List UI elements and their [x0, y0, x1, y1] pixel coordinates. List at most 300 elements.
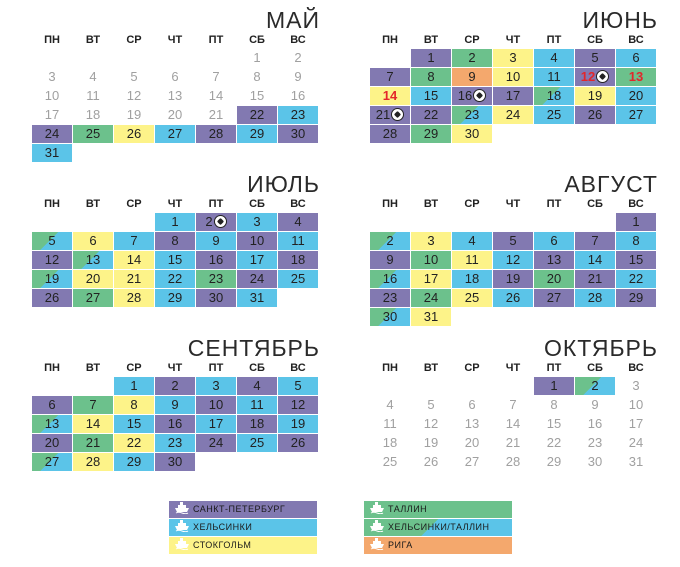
day-cell — [32, 270, 72, 288]
day-number: 10 — [208, 397, 224, 412]
month-block — [370, 336, 658, 496]
day-number: 27 — [85, 290, 101, 305]
empty-cell — [73, 377, 113, 395]
day-number: 21 — [208, 107, 224, 122]
day-number: 18 — [546, 88, 562, 103]
day-number: 27 — [464, 454, 480, 469]
day-cell — [114, 270, 154, 288]
day-number: 23 — [587, 435, 603, 450]
day-cell — [616, 106, 656, 124]
football-icon — [473, 89, 486, 102]
weekday-label: СР — [464, 362, 480, 374]
day-cell — [616, 49, 656, 67]
day-cell — [155, 453, 195, 471]
day-cell — [278, 49, 318, 67]
day-cell — [370, 68, 410, 86]
day-cell — [32, 415, 72, 433]
day-cell — [73, 396, 113, 414]
day-cell — [114, 289, 154, 307]
day-cell — [575, 87, 615, 105]
weekday-label: ПТ — [208, 34, 224, 46]
day-cell — [73, 270, 113, 288]
day-number: 14 — [505, 416, 521, 431]
legend-item — [169, 519, 317, 536]
day-number: 12 — [290, 397, 306, 412]
empty-cell — [114, 213, 154, 231]
day-number: 4 — [550, 50, 558, 65]
day-cell — [493, 251, 533, 269]
day-number: 19 — [126, 107, 142, 122]
weekday-label: ПН — [382, 198, 398, 210]
day-cell — [196, 415, 236, 433]
day-number: 1 — [427, 50, 435, 65]
day-cell — [32, 396, 72, 414]
weekday-label: СБ — [249, 34, 265, 46]
day-number: 28 — [85, 454, 101, 469]
day-cell — [155, 270, 195, 288]
day-number: 20 — [44, 435, 60, 450]
day-cell — [411, 289, 451, 307]
day-cell — [493, 270, 533, 288]
day-cell — [32, 289, 72, 307]
weekday-label: ВС — [290, 34, 306, 46]
day-number: 28 — [208, 126, 224, 141]
day-number: 12 — [580, 69, 596, 84]
day-number: 22 — [126, 435, 142, 450]
month-title: МАЙ — [265, 7, 320, 33]
day-number: 19 — [505, 271, 521, 286]
legend-label: ХЕЛЬСИНКИ/ТАЛЛИН — [388, 522, 490, 532]
legend-item — [364, 501, 512, 518]
day-number: 4 — [89, 69, 97, 84]
day-cell — [114, 377, 154, 395]
day-cell — [452, 270, 492, 288]
day-cell — [114, 453, 154, 471]
day-number: 27 — [44, 454, 60, 469]
day-cell — [616, 289, 656, 307]
day-number: 24 — [505, 107, 521, 122]
day-number: 17 — [249, 252, 265, 267]
day-number: 16 — [382, 271, 398, 286]
weekday-label: СР — [464, 198, 480, 210]
football-icon — [214, 215, 227, 228]
day-number: 31 — [249, 290, 265, 305]
day-number: 28 — [126, 290, 142, 305]
day-number: 10 — [44, 88, 60, 103]
day-number: 12 — [423, 416, 439, 431]
weekday-label: ЧТ — [505, 34, 521, 46]
day-number: 26 — [587, 107, 603, 122]
day-cell — [411, 453, 451, 471]
day-number: 30 — [382, 309, 398, 324]
day-number: 16 — [457, 88, 473, 103]
day-number: 18 — [382, 435, 398, 450]
day-cell — [237, 434, 277, 452]
day-number: 6 — [89, 233, 97, 248]
day-number: 9 — [294, 69, 302, 84]
weekday-label: ВС — [290, 362, 306, 374]
day-cell — [237, 87, 277, 105]
day-cell — [493, 232, 533, 250]
day-cell — [32, 251, 72, 269]
day-cell — [452, 434, 492, 452]
day-cell — [237, 289, 277, 307]
day-number: 5 — [591, 50, 599, 65]
day-number: 17 — [208, 416, 224, 431]
weekday-label: ВС — [628, 34, 644, 46]
day-number: 2 — [386, 233, 394, 248]
day-number: 29 — [126, 454, 142, 469]
day-number: 13 — [628, 69, 644, 84]
day-number: 23 — [167, 435, 183, 450]
day-cell — [73, 415, 113, 433]
ship-icon — [175, 520, 189, 532]
day-number: 14 — [208, 88, 224, 103]
month-grid — [32, 360, 318, 471]
day-number: 24 — [249, 271, 265, 286]
empty-cell — [493, 377, 533, 395]
day-cell — [452, 396, 492, 414]
day-number: 8 — [253, 69, 261, 84]
empty-cell — [370, 213, 410, 231]
weekday-label: ВТ — [85, 34, 101, 46]
day-number: 26 — [290, 435, 306, 450]
day-number: 22 — [628, 271, 644, 286]
day-number: 19 — [290, 416, 306, 431]
day-number: 20 — [167, 107, 183, 122]
day-cell — [411, 434, 451, 452]
weekday-label: ЧТ — [505, 198, 521, 210]
day-number: 18 — [249, 416, 265, 431]
month-block — [32, 336, 320, 496]
day-cell — [237, 377, 277, 395]
weekday-label: ЧТ — [167, 362, 183, 374]
day-cell — [452, 49, 492, 67]
day-cell — [278, 232, 318, 250]
day-number: 19 — [423, 435, 439, 450]
day-number: 30 — [208, 290, 224, 305]
day-cell — [370, 434, 410, 452]
day-number: 11 — [291, 233, 305, 248]
day-number: 16 — [208, 252, 224, 267]
weekday-label: ВС — [290, 198, 306, 210]
day-cell — [278, 434, 318, 452]
month-title: СЕНТЯБРЬ — [187, 335, 320, 361]
day-number: 10 — [249, 233, 265, 248]
day-number: 15 — [167, 252, 183, 267]
day-number: 21 — [85, 435, 101, 450]
day-cell — [237, 125, 277, 143]
day-cell — [452, 453, 492, 471]
day-cell — [73, 68, 113, 86]
day-cell — [237, 251, 277, 269]
day-cell — [237, 68, 277, 86]
day-number: 10 — [505, 69, 521, 84]
day-number: 10 — [423, 252, 439, 267]
day-cell — [575, 377, 615, 395]
day-cell — [575, 106, 615, 124]
day-cell — [278, 125, 318, 143]
day-cell — [534, 377, 574, 395]
day-number: 3 — [427, 233, 435, 248]
day-cell — [452, 289, 492, 307]
month-grid — [370, 32, 656, 143]
day-cell — [237, 232, 277, 250]
day-cell — [114, 232, 154, 250]
empty-cell — [452, 377, 492, 395]
day-cell — [237, 49, 277, 67]
day-cell — [73, 232, 113, 250]
weekday-label: ПТ — [546, 362, 562, 374]
day-number: 29 — [423, 126, 439, 141]
day-cell — [534, 251, 574, 269]
day-cell — [237, 396, 277, 414]
day-cell — [575, 232, 615, 250]
day-number: 6 — [632, 50, 640, 65]
weekday-label: ЧТ — [167, 34, 183, 46]
day-cell — [114, 87, 154, 105]
day-number: 11 — [465, 252, 479, 267]
day-number: 1 — [171, 214, 179, 229]
day-number: 5 — [48, 233, 56, 248]
day-number: 9 — [468, 69, 476, 84]
day-number: 25 — [249, 435, 265, 450]
day-cell — [155, 125, 195, 143]
day-cell — [534, 232, 574, 250]
day-number: 24 — [628, 435, 644, 450]
month-block — [32, 172, 320, 332]
day-cell — [155, 251, 195, 269]
day-cell — [196, 232, 236, 250]
day-cell — [493, 289, 533, 307]
empty-cell — [534, 213, 574, 231]
weekday-label: ПТ — [208, 362, 224, 374]
day-cell — [114, 415, 154, 433]
day-cell — [196, 213, 236, 231]
day-cell — [534, 415, 574, 433]
day-cell — [196, 68, 236, 86]
day-cell — [73, 106, 113, 124]
day-number: 16 — [290, 88, 306, 103]
weekday-label: ВТ — [85, 198, 101, 210]
day-cell — [196, 434, 236, 452]
day-cell — [73, 434, 113, 452]
day-cell — [370, 396, 410, 414]
day-cell — [114, 68, 154, 86]
day-number: 5 — [130, 69, 138, 84]
day-cell — [411, 87, 451, 105]
empty-cell — [493, 213, 533, 231]
day-number: 2 — [294, 50, 302, 65]
day-number: 12 — [126, 88, 142, 103]
day-number: 30 — [587, 454, 603, 469]
day-cell — [575, 289, 615, 307]
day-cell — [237, 270, 277, 288]
weekday-label: СБ — [587, 34, 603, 46]
day-cell — [114, 106, 154, 124]
day-cell — [493, 87, 533, 105]
day-number: 1 — [253, 50, 261, 65]
day-cell — [616, 415, 656, 433]
weekday-label: СР — [126, 198, 142, 210]
day-number: 15 — [126, 416, 142, 431]
weekday-label: ПТ — [208, 198, 224, 210]
day-cell — [114, 251, 154, 269]
day-cell — [32, 453, 72, 471]
month-title: ОКТЯБРЬ — [544, 335, 658, 361]
empty-cell — [411, 377, 451, 395]
day-number: 12 — [505, 252, 521, 267]
day-number: 11 — [86, 88, 100, 103]
day-number: 17 — [44, 107, 60, 122]
day-number: 30 — [464, 126, 480, 141]
day-number: 26 — [505, 290, 521, 305]
day-number: 13 — [546, 252, 562, 267]
weekday-label: ВС — [628, 198, 644, 210]
day-number: 3 — [212, 378, 220, 393]
day-cell — [493, 415, 533, 433]
day-number: 6 — [468, 397, 476, 412]
day-cell — [73, 251, 113, 269]
month-grid — [32, 32, 318, 162]
legend-label: СТОКГОЛЬМ — [193, 540, 252, 550]
weekday-label: ПН — [382, 362, 398, 374]
day-cell — [370, 289, 410, 307]
day-cell — [370, 251, 410, 269]
day-number: 17 — [505, 88, 521, 103]
day-cell — [32, 232, 72, 250]
day-cell — [32, 68, 72, 86]
day-number: 22 — [167, 271, 183, 286]
day-number: 11 — [547, 69, 561, 84]
empty-cell — [411, 213, 451, 231]
day-number: 24 — [423, 290, 439, 305]
month-block — [370, 172, 658, 332]
day-cell — [452, 68, 492, 86]
day-cell — [196, 396, 236, 414]
day-cell — [370, 232, 410, 250]
day-number: 29 — [628, 290, 644, 305]
ship-icon — [175, 538, 189, 550]
ship-icon — [370, 538, 384, 550]
day-cell — [155, 68, 195, 86]
day-number: 8 — [550, 397, 558, 412]
day-number: 9 — [386, 252, 394, 267]
day-number: 27 — [546, 290, 562, 305]
weekday-label: СБ — [249, 362, 265, 374]
month-block — [370, 8, 658, 168]
day-cell — [196, 270, 236, 288]
legend-item — [169, 501, 317, 518]
day-cell — [452, 232, 492, 250]
day-number: 26 — [423, 454, 439, 469]
day-number: 25 — [464, 290, 480, 305]
day-cell — [155, 106, 195, 124]
day-number: 16 — [587, 416, 603, 431]
weekday-label: СБ — [587, 198, 603, 210]
day-number: 25 — [85, 126, 101, 141]
weekday-label: ВС — [628, 362, 644, 374]
day-number: 25 — [546, 107, 562, 122]
day-cell — [452, 125, 492, 143]
day-cell — [196, 289, 236, 307]
day-number: 9 — [212, 233, 220, 248]
day-number: 29 — [249, 126, 265, 141]
day-cell — [575, 68, 615, 86]
day-number: 4 — [253, 378, 261, 393]
day-number: 20 — [85, 271, 101, 286]
day-cell — [237, 213, 277, 231]
day-number: 21 — [587, 271, 603, 286]
day-cell — [534, 453, 574, 471]
day-cell — [411, 49, 451, 67]
weekday-label: СР — [126, 362, 142, 374]
weekday-label: ВТ — [85, 362, 101, 374]
day-cell — [534, 87, 574, 105]
day-number: 25 — [290, 271, 306, 286]
day-cell — [196, 106, 236, 124]
day-cell — [616, 434, 656, 452]
day-cell — [278, 251, 318, 269]
day-number: 4 — [294, 214, 302, 229]
day-number: 5 — [427, 397, 435, 412]
day-cell — [411, 232, 451, 250]
day-cell — [452, 87, 492, 105]
day-cell — [32, 125, 72, 143]
day-number: 13 — [167, 88, 183, 103]
day-number: 12 — [44, 252, 60, 267]
day-number: 13 — [464, 416, 480, 431]
day-number: 14 — [382, 88, 398, 103]
ship-icon — [175, 502, 189, 514]
month-title: АВГУСТ — [564, 171, 658, 197]
day-number: 3 — [253, 214, 261, 229]
day-number: 11 — [383, 416, 397, 431]
day-cell — [155, 289, 195, 307]
day-cell — [493, 68, 533, 86]
day-number: 28 — [505, 454, 521, 469]
weekday-label: ВТ — [423, 198, 439, 210]
day-cell — [370, 270, 410, 288]
day-cell — [616, 377, 656, 395]
day-cell — [114, 396, 154, 414]
day-number: 15 — [423, 88, 439, 103]
day-number: 4 — [386, 397, 394, 412]
day-number: 9 — [591, 397, 599, 412]
day-number: 19 — [44, 271, 60, 286]
empty-cell — [32, 213, 72, 231]
day-cell — [575, 453, 615, 471]
day-cell — [370, 106, 410, 124]
empty-cell — [114, 49, 154, 67]
legend-item — [169, 537, 317, 554]
day-cell — [534, 106, 574, 124]
day-cell — [237, 415, 277, 433]
day-number: 27 — [167, 126, 183, 141]
month-grid — [370, 196, 656, 326]
day-number: 30 — [290, 126, 306, 141]
day-number: 18 — [85, 107, 101, 122]
day-cell — [575, 396, 615, 414]
day-number: 5 — [294, 378, 302, 393]
month-block — [32, 8, 320, 168]
day-number: 13 — [85, 252, 101, 267]
day-cell — [452, 106, 492, 124]
day-cell — [534, 68, 574, 86]
day-cell — [73, 289, 113, 307]
day-number: 15 — [628, 252, 644, 267]
day-number: 16 — [167, 416, 183, 431]
